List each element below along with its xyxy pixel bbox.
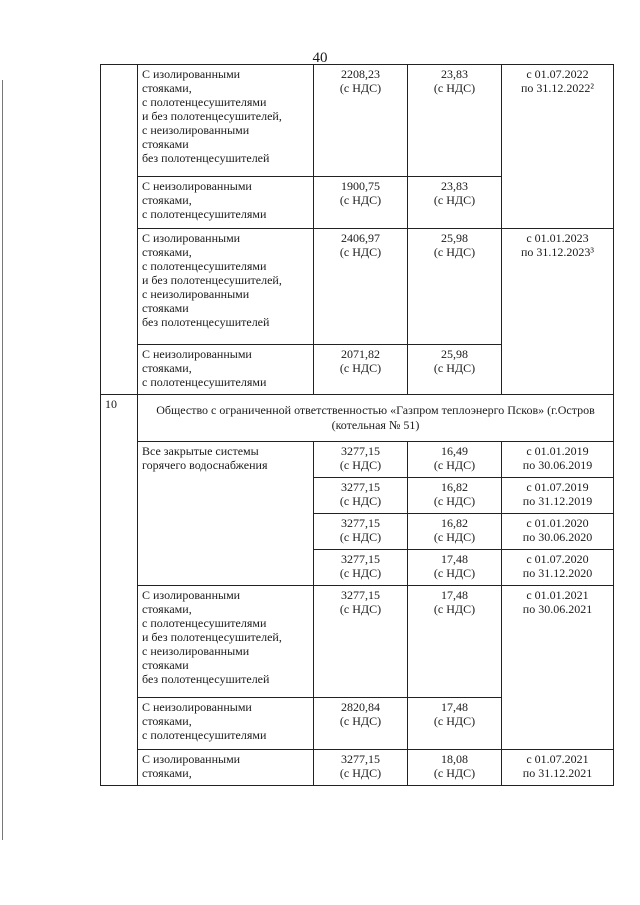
row-number-cell (101, 65, 138, 395)
price-cell: 2820,84 (с НДС) (314, 698, 408, 750)
component-cell: 23,83 (с НДС) (408, 177, 502, 229)
condition-cell: С неизолированными стояками, с полотенцесушителями (138, 177, 314, 229)
period-cell: с 01.01.2023 по 31.12.2023³ (502, 229, 614, 395)
condition-cell: С неизолированными стояками, с полотенцесушителями (138, 345, 314, 395)
condition-cell: С неизолированными стояками, с полотенцесушителями (138, 698, 314, 750)
table-row (101, 395, 614, 442)
condition-cell: С изолированными стояками, с полотенцесушителями и без полотенцесушителей, с неизолированными стояками без полотенцесушителей (138, 586, 314, 698)
component-cell: 23,83 (с НДС) (408, 65, 502, 177)
price-cell: 3277,15 (с НДС) (314, 442, 408, 478)
component-cell: 16,49 (с НДС) (408, 442, 502, 478)
tariff-table (100, 64, 614, 786)
page-edge-line (2, 80, 3, 840)
component-cell: 17,48 (с НДС) (408, 550, 502, 586)
period-cell: с 01.07.2020 по 31.12.2020 (502, 550, 614, 586)
condition-cell: С изолированными стояками, с полотенцесушителями и без полотенцесушителей, с неизолированными стояками без полотенцесушителей (138, 65, 314, 177)
price-cell: 3277,15 (с НДС) (314, 750, 408, 786)
table-row (101, 229, 614, 345)
page-number: 40 (312, 50, 328, 66)
period-cell: с 01.07.2022 по 31.12.2022² (502, 65, 614, 229)
condition-cell: С изолированными стояками, с полотенцесушителями и без полотенцесушителей, с неизолированными стояками без полотенцесушителей (138, 229, 314, 345)
price-cell: 3277,15 (с НДС) (314, 514, 408, 550)
price-cell: 3277,15 (с НДС) (314, 586, 408, 698)
period-cell: с 01.01.2020 по 30.06.2020 (502, 514, 614, 550)
component-cell: 16,82 (с НДС) (408, 514, 502, 550)
organization-name: Общество с ограниченной ответственностью «Газпром теплоэнерго Псков» (г.Остров (котельная № 51) (138, 395, 614, 442)
component-cell: 18,08 (с НДС) (408, 750, 502, 786)
component-cell: 25,98 (с НДС) (408, 229, 502, 345)
row-number-cell: 10 (101, 395, 138, 786)
table-row (101, 750, 614, 786)
period-cell: с 01.07.2019 по 31.12.2019 (502, 478, 614, 514)
table-row (101, 442, 614, 478)
component-cell: 25,98 (с НДС) (408, 345, 502, 395)
price-cell: 3277,15 (с НДС) (314, 550, 408, 586)
price-cell: 1900,75 (с НДС) (314, 177, 408, 229)
price-cell: 2208,23 (с НДС) (314, 65, 408, 177)
price-cell: 2071,82 (с НДС) (314, 345, 408, 395)
period-cell: с 01.01.2019 по 30.06.2019 (502, 442, 614, 478)
price-cell: 2406,97 (с НДС) (314, 229, 408, 345)
table-row (101, 65, 614, 177)
component-cell: 17,48 (с НДС) (408, 586, 502, 698)
period-cell: с 01.01.2021 по 30.06.2021 (502, 586, 614, 750)
closed-systems-label: Все закрытые системы горячего водоснабжения (138, 442, 314, 586)
condition-cell: С изолированными стояками, (138, 750, 314, 786)
component-cell: 17,48 (с НДС) (408, 698, 502, 750)
period-cell: с 01.07.2021 по 31.12.2021 (502, 750, 614, 786)
table-row (101, 586, 614, 698)
price-cell: 3277,15 (с НДС) (314, 478, 408, 514)
component-cell: 16,82 (с НДС) (408, 478, 502, 514)
